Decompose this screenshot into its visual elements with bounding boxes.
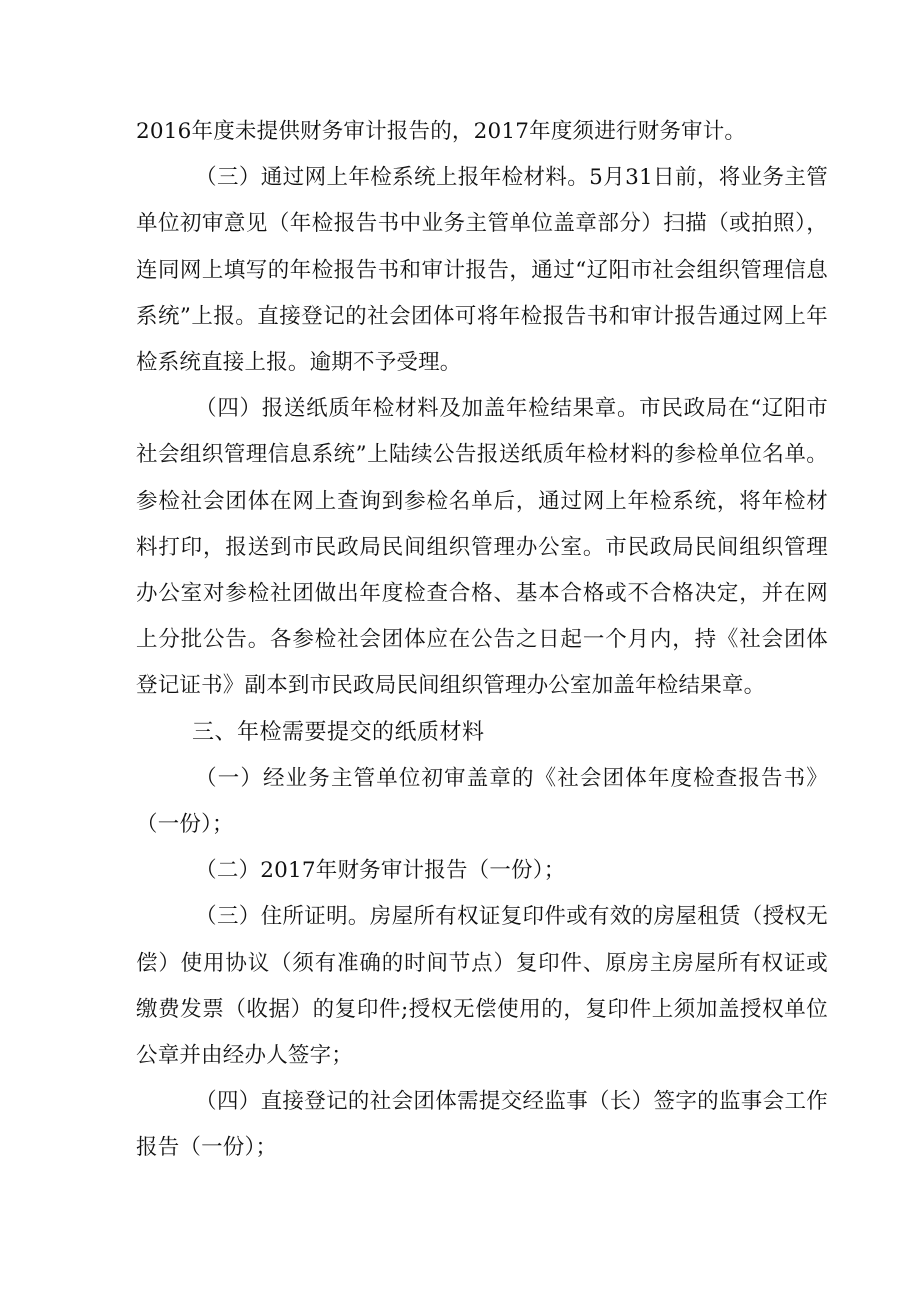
material-item-3: （三）住所证明。房屋所有权证复印件或有效的房屋租赁（授权无偿）使用协议（须有准确的时间节点）复印件、原房主房屋所有权证或缴费发票（收据）的复印件;授权无偿使用的，复印件上须加盖授权单位公章并由经办人签字； xyxy=(136,904,828,1069)
paragraph-online-submission: （三）通过网上年检系统上报年检材料。5月31日前，将业务主管单位初审意见（年检报告书中业务主管单位盖章部分）扫描（或拍照），连同网上填写的年检报告书和审计报告，通过“辽阳市社会组织管理信息系统”上报。直接登记的社会团体可将年检报告书和审计报告通过网上年检系统直接上报。逾期不予受理。 xyxy=(136,165,828,376)
document-body xyxy=(136,109,828,1172)
material-item-1: （一）经业务主管单位初审盖章的《社会团体年度检查报告书》（一份）； xyxy=(136,765,828,838)
paragraph-paper-materials: （四）报送纸质年检材料及加盖年检结果章。市民政局在“辽阳市社会组织管理信息系统”上陆续公告报送纸质年检材料的参检单位名单。参检社会团体在网上查询到参检名单后，通过网上年检系统，将年检材料打印，报送到市民政局民间组织管理办公室。市民政局民间组织管理办公室对参检社团做出年度检查合格、基本合格或不合格决定，并在网上分批公告。各参检社会团体应在公告之日起一个月内，持《社会团体登记证书》副本到市民政局民间组织管理办公室加盖年检结果章。 xyxy=(136,396,828,699)
material-item-2: （二）2017年财务审计报告（一份）； xyxy=(195,858,566,884)
paragraph-continuation: 2016年度未提供财务审计报告的，2017年度须进行财务审计。 xyxy=(136,119,747,144)
section-heading: 三、年检需要提交的纸质材料 xyxy=(192,719,485,745)
material-item-4: （四）直接登记的社会团体需提交经监事（长）签字的监事会工作报告（一份）； xyxy=(136,1089,828,1161)
